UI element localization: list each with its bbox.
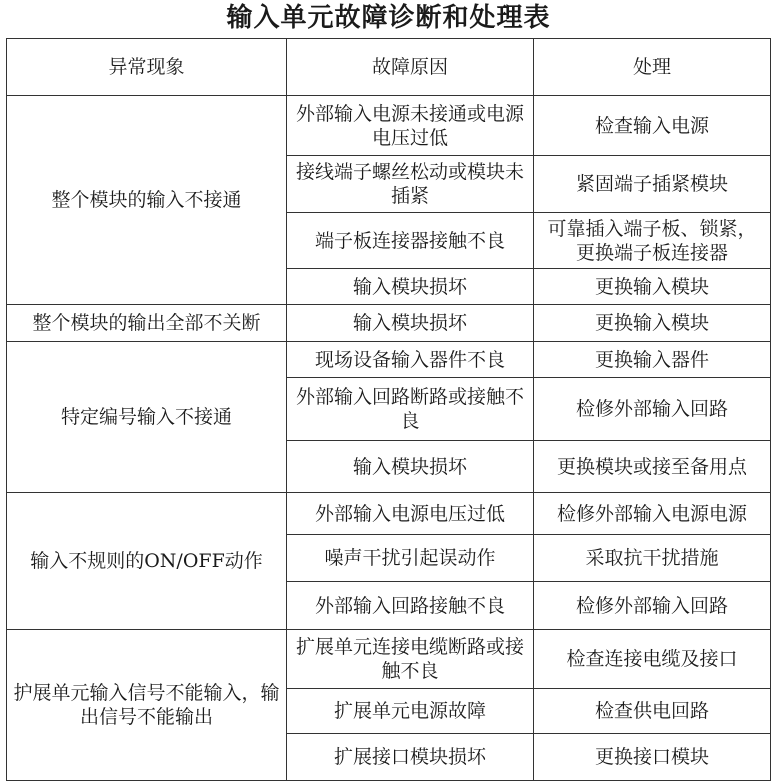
table-row <box>7 630 771 689</box>
header-symptom: 异常现象 <box>7 39 287 96</box>
fix-cell: 检修外部输入回路 <box>534 378 771 441</box>
cause-cell: 外部输入回路接触不良 <box>287 582 534 630</box>
fault-diagnosis-table <box>6 38 771 781</box>
cause-cell: 外部输入电源未接通或电源电压过低 <box>287 96 534 156</box>
cause-cell: 外部输入电源电压过低 <box>287 493 534 535</box>
table-row <box>7 96 771 156</box>
fix-cell: 检查供电回路 <box>534 689 771 734</box>
fix-cell: 检查连接电缆及接口 <box>534 630 771 689</box>
fix-cell: 检修外部输入回路 <box>534 582 771 630</box>
fix-cell: 紧固端子插紧模块 <box>534 156 771 213</box>
table-row <box>7 493 771 535</box>
cause-cell: 外部输入回路断路或接触不良 <box>287 378 534 441</box>
header-fix: 处理 <box>534 39 771 96</box>
cause-cell: 噪声干扰引起误动作 <box>287 535 534 582</box>
symptom-cell: 特定编号输入不接通 <box>7 342 287 493</box>
fix-cell: 更换输入模块 <box>534 305 771 342</box>
symptom-cell: 整个模块的输出全部不关断 <box>7 305 287 342</box>
fix-cell: 更换输入模块 <box>534 269 771 305</box>
cause-cell: 输入模块损坏 <box>287 269 534 305</box>
fix-cell: 检修外部输入电源电源 <box>534 493 771 535</box>
symptom-cell: 护展单元输入信号不能输入，输出信号不能输出 <box>7 630 287 781</box>
symptom-cell: 整个模块的输入不接通 <box>7 96 287 305</box>
cause-cell: 接线端子螺丝松动或模块未插紧 <box>287 156 534 213</box>
cause-cell: 现场设备输入器件不良 <box>287 342 534 378</box>
cause-cell: 扩展单元连接电缆断路或接触不良 <box>287 630 534 689</box>
fix-cell: 更换输入器件 <box>534 342 771 378</box>
table-row <box>7 305 771 342</box>
table-title: 输入单元故障诊断和处理表 <box>226 3 551 33</box>
fix-cell: 更换接口模块 <box>534 734 771 781</box>
header-row <box>7 39 771 96</box>
cause-cell: 扩展单元电源故障 <box>287 689 534 734</box>
header-cause: 故障原因 <box>287 39 534 96</box>
cause-cell: 端子板连接器接触不良 <box>287 213 534 269</box>
fix-cell: 采取抗干扰措施 <box>534 535 771 582</box>
cause-cell: 扩展接口模块损坏 <box>287 734 534 781</box>
symptom-cell: 输入不规则的ON/OFF动作 <box>7 493 287 630</box>
cause-cell: 输入模块损坏 <box>287 441 534 493</box>
fix-cell: 可靠插入端子板、锁紧，更换端子板连接器 <box>534 213 771 269</box>
table-row <box>7 342 771 378</box>
fix-cell: 更换模块或接至备用点 <box>534 441 771 493</box>
cause-cell: 输入模块损坏 <box>287 305 534 342</box>
fix-cell: 检查输入电源 <box>534 96 771 156</box>
